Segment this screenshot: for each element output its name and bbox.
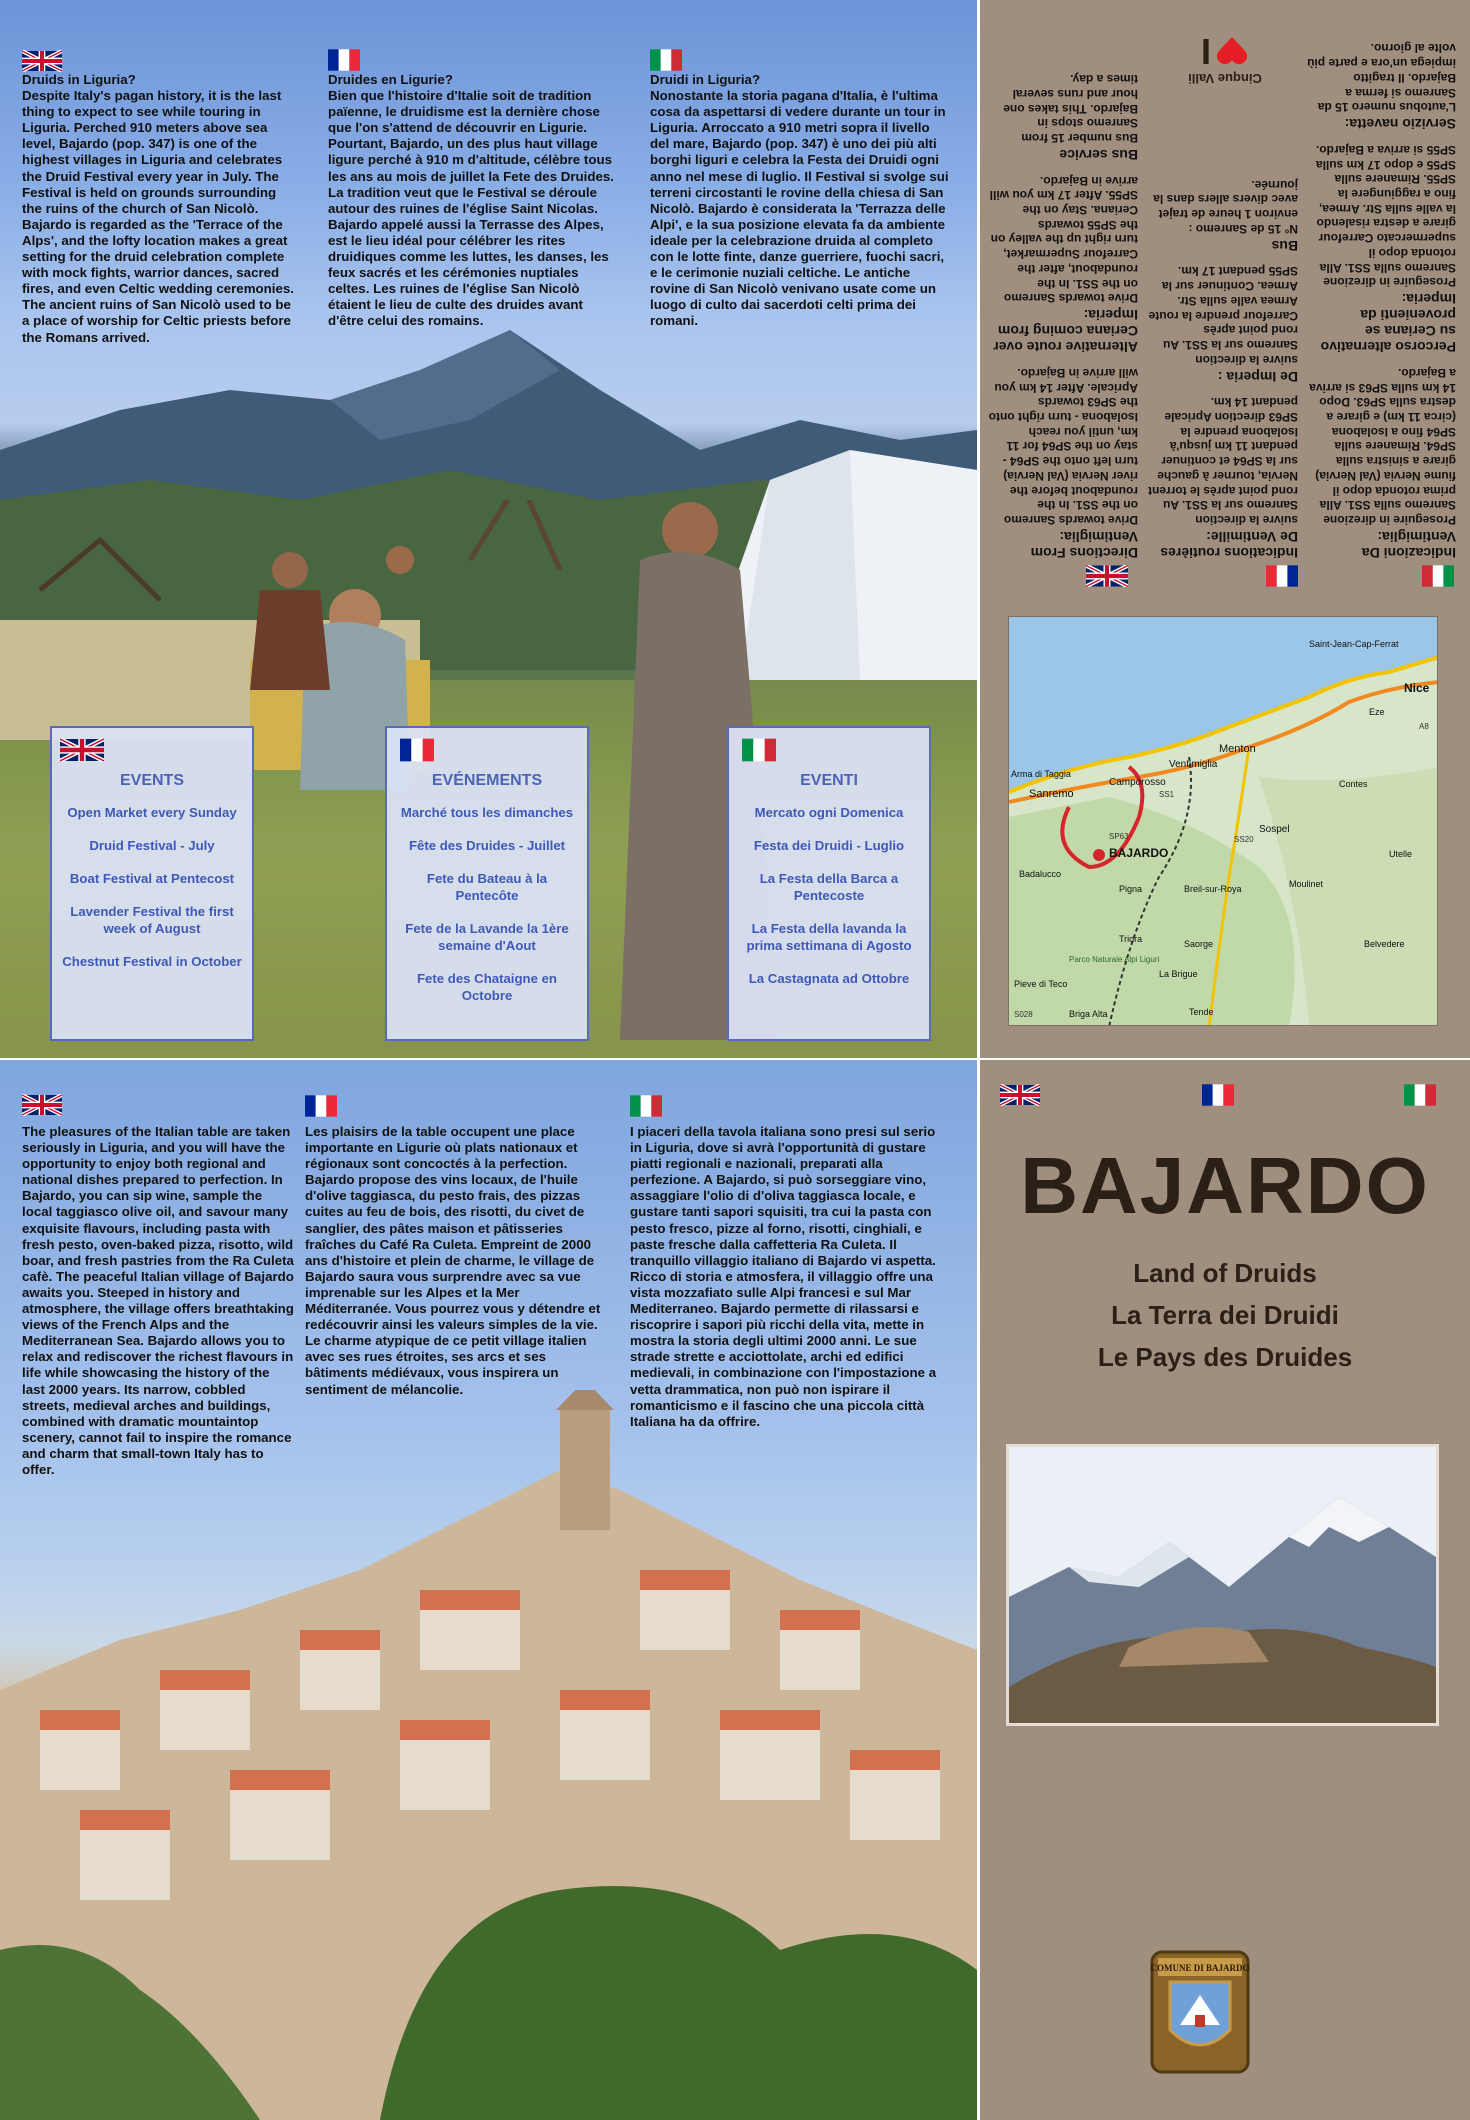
events-title-fr: EVÉNEMENTS	[431, 772, 543, 789]
map-label: Nice	[1404, 681, 1430, 695]
it-flag-icon	[630, 1094, 662, 1118]
fr-flag-icon	[328, 48, 360, 72]
map-label: Menton	[1219, 743, 1256, 755]
uk-flag-icon	[1086, 565, 1128, 587]
directions-heading-it: Indicazioni Da Ventimiglia:	[1361, 529, 1456, 561]
brochure-title: BAJARDO	[1020, 1141, 1430, 1230]
event-item: Druid Festival - July	[89, 838, 215, 853]
uk-flag-icon	[1000, 1084, 1040, 1106]
event-item: La Festa della Barca a Pentecoste	[759, 871, 899, 903]
heart-icon	[1215, 36, 1249, 66]
directions-heading-fr: Indications routières De Ventimille:	[1160, 529, 1298, 561]
directions-heading2-it: Percorso alternativo su Ceriana se provenienti da Imperia:	[1320, 291, 1456, 356]
intro-text-it	[650, 72, 950, 330]
map-label: Triora	[1119, 934, 1143, 944]
fr-flag-icon	[305, 1094, 337, 1118]
directions-body3-en: Bus number 15 from Sanremo stops in Bajardo. This takes one hour and runs several times a day.	[1003, 72, 1138, 145]
events-box-fr	[385, 726, 589, 1041]
mountain-photo	[1009, 1447, 1436, 1723]
events-title-it: EVENTI	[800, 772, 858, 789]
event-item: Boat Festival at Pentecost	[69, 871, 235, 886]
intro-body-it: Nonostante la storia pagana d'Italia, è l'ultima cosa da aspettarsi di vedere durante un tour in Liguria. Arroccato a 910 metri sopra il livello del mare, Bajardo (pop. 347) è uno dei più alti borghi liguri e celebra la Festa dei Druidi ogni anno nel mese di luglio. Il Festival si svolge sui terreni circostanti le rovine della chiesa di San Nicolò. Bajardo è considerata la 'Terrazza delle Alpi', e la sua posizione elevata fa da ambiente ideale per la celebrazione druida al completo con le lotte finte, danze guerriere, fuochi sacri, e le cerimonie nuziali celtiche. Le antiche rovine di San Nicolò venivano usate come un luogo di culto dai sacerdoti celti prima dei romani.	[650, 88, 949, 329]
map-label: La Brigue	[1159, 969, 1198, 979]
comune-crest	[1150, 1950, 1250, 2074]
food-text-it: I piaceri della tavola italiana sono presi sul serio in Liguria, dove si avrà l'opportunità di gustare piatti regionali e nazionali, preparati alla perfezione. A Bajardo, si può sorseggiare vino, assaggiare l'olio di d'oliva taggiasca locale, e gustare tanti sapori squisiti, tra cui la pasta con pesto fresco, pizze al forno, risotti, cinghiali, e paste fresche dalla caffetteria Ra Culeta. Il tranquillo villaggio italiano di Bajardo vi aspetta. Ricco di storia e atmosfera, il villaggio offre una vista mozzafiato sulle Alpi francesi e sul Mar Mediterraneo. Bajardo permette di rilassarsi e riscoprire i sapori più ricchi della vita, mette in mostra la storia degli ultimi 2000 anni. Le sue strade strette e acciottolate, archi ed edifici medievali, in combinazione con l'impostazione a vetta drammatica, non può non ispirare il romanticismo e il fascino che una piccola città Italiana ha da offrire.	[630, 1124, 937, 1429]
directions-body2-it: Proseguire in direzione Sanremo sulla SS1. Alla rotonda dopo il supermercato Carrefour girare a destra risalendo la valle sulla Str. Armea, fino a raggiungere la SP55. Rimanere sulla SP55 e dopo 17 km sulla SP55 si arriva a Bajardo.	[1315, 142, 1456, 290]
map-label: Utelle	[1389, 849, 1413, 859]
map-label: Camporosso	[1109, 777, 1166, 788]
directions-rotated	[980, 0, 1470, 605]
map-label: Arma di Taggia	[1011, 769, 1071, 779]
subtitle-en: Land of Druids	[1133, 1258, 1317, 1288]
map-label: Tende	[1189, 1007, 1214, 1017]
map-label: Eze	[1369, 707, 1385, 717]
map-label: Moulinet	[1289, 879, 1324, 889]
directions-heading2-en: Alternative route over Ceriana coming from Imperia:	[993, 307, 1138, 356]
map-drawing	[1009, 617, 1438, 1026]
directions-body2-en: Drive towards Sanremo on the SS1. In the roundabout, after the Carrefour Supermarket, turn right up the valley on the SP55 towards Ceriana. Stay on the SP55. After 17 km you will arrive in Bajardo.	[989, 173, 1138, 306]
map-label: Briga Alta	[1069, 1009, 1108, 1019]
map-label: Parco Naturale Alpi Liguri	[1069, 955, 1160, 964]
directions-heading3-en: Bus service	[1059, 146, 1138, 163]
it-flag-icon	[737, 738, 781, 762]
event-item: Lavender Festival the first week of August	[70, 904, 234, 936]
directions-body3-it: L'autobus numero 15 da Sanremo si ferma a Bajardo. Il tragitto impiega un'ora e parte più volte al giorno.	[1307, 41, 1456, 115]
event-item: Marché tous les dimanches	[400, 805, 574, 820]
directions-col-en	[988, 71, 1138, 561]
intro-body-fr: Bien que l'histoire d'Italie soit de tradition païenne, le druidisme est la dernière chose que l'on s'attend de découvrir en Ligurie. Pourtant, Bajardo, un des plus haut village ligure perché à 910 m d'altitude, célèbre tous les ans au mois de juillet la Fete des Druides. La tradition veut que le Festival se déroule autour des ruines de l'église Saint Nicolas. Bajardo appelé aussi la Terrasse des Alpes, est le lieu idéal pour célébrer les rites druidiques comme les luttes, les danses, les feux sacrés et les cérémonies nuptiales celtes. Les ruines de l'église San Nicolò étaient le lieu de culte des druides avant d'être celui des romains.	[328, 88, 614, 329]
map-label: Saint-Jean-Cap-Ferrat	[1309, 639, 1399, 649]
directions-heading3-it: Servizio navetta:	[1344, 116, 1456, 133]
events-box-it	[727, 726, 931, 1041]
map-label: Ventimiglia	[1169, 759, 1218, 770]
intro-text-en	[22, 72, 298, 346]
road-label: SS1	[1159, 790, 1175, 799]
directions-body2-fr: suivre la direction Sanremo sur la SS1. Au rond point après Carrefour prendre la route Armea valle sulla Str. Armea. Continuer sur la SP55 pendant 17 km.	[1148, 264, 1298, 367]
logo-letter: I	[1201, 31, 1212, 72]
directions-body3-fr: N° 15 de Sanremo : environ 1 heure de trajet avec divers allers dans la journée.	[1153, 177, 1298, 236]
map-label: Breil-sur-Roya	[1184, 884, 1242, 894]
fr-flag-icon	[395, 738, 439, 762]
map-label: Pieve di Teco	[1014, 979, 1068, 989]
directions-heading2-fr: De Imperia :	[1217, 368, 1298, 385]
directions-col-it	[1306, 41, 1456, 561]
road-label: SP63	[1109, 832, 1129, 841]
it-flag-icon	[1422, 565, 1454, 587]
crest-text: COMUNE DI BAJARDO	[1150, 1963, 1250, 1973]
event-item: La Castagnata ad Ottobre	[748, 971, 910, 986]
intro-heading-fr: Druides en Ligurie?	[328, 72, 453, 87]
map-label-bajardo: BAJARDO	[1109, 846, 1169, 860]
directions-body-it: Proseguire in direzione Sanremo sulla SS1. Alla prima rotonda dopo il fiume Nervia (Val Nervia) girare a sinistra sulla SP64. Rimanere sulla SP64 fino a Isolabona (circa 11 km) e girare a destra sulla SP63. Dopo 14 km sulla SP63 si arriva a Bajardo.	[1309, 365, 1456, 527]
food-text-fr: Les plaisirs de la table occupent une place importante en Ligurie où plats nationaux et régionaux sont concoctés à la perfection. Bajardo propose des vins locaux, de l'huile d'olive taggiasca, du pesto frais, des pizzas cuites au feu de bois, des risotti, du civet de sanglier, des pâtes maison et pâtisseries fraîches du Café Ra Culeta. Empreint de 2000 ans d'histoire et plein de charme, le village de Bajardo saura vous surprendre avec sa vue imprenable sur les Alpes et la Mer Méditerranée. Vous pourrez vous y détendre et redécouvrir ainsi les valeurs simples de la vie. Le charme atypique de ce petit village italien avec ses rues étroites, ses arcs et ses bâtiments médiévaux, vous inspirera un sentiment de mélancolie.	[305, 1124, 601, 1397]
directions-heading-en: Directions From Ventimiglia:	[1030, 529, 1138, 561]
crest-icon	[1150, 1950, 1250, 2074]
events-title-en: EVENTS	[119, 772, 184, 789]
uk-flag-icon	[22, 1094, 62, 1116]
intro-text-fr	[328, 72, 618, 330]
intro-body-en: Despite Italy's pagan history, it is the last thing to expect to see while touring in Liguria. Perched 910 meters above sea level, Bajardo (pop. 347) is one of the highest villages in Liguria and celebrates the Druid Festival every year in July. The Festival is held on grounds surrounding the ruins of the church of San Nicolò. Bajardo is regarded as the 'Terrace of the Alps', and the lofty location makes a great setting for the druid celebration complete with mock fights, warrior dances, sacred fires, and even Celtic wedding ceremonies. The ancient ruins of San Nicolò used to be a place of worship for Celtic priests before the Romans arrived.	[22, 88, 294, 345]
event-item: Fete du Bateau à la Pentecôte	[426, 871, 548, 903]
map-label: Belvedere	[1364, 939, 1405, 949]
road-label: A8	[1419, 722, 1429, 731]
druid-festival-panel	[0, 0, 977, 1058]
map-label: Contes	[1339, 779, 1368, 789]
map-label: Saorge	[1184, 939, 1214, 949]
uk-flag-icon	[60, 738, 104, 762]
logo-text: Cinque Valli	[1188, 71, 1262, 86]
intro-heading-it: Druidi in Liguria?	[650, 72, 761, 87]
event-item: Chestnut Festival in October	[62, 954, 242, 969]
event-item: Fete des Chataigne en Octobre	[417, 971, 557, 1003]
village-photo	[0, 1390, 977, 2120]
uk-flag-icon	[22, 50, 62, 72]
map-label: Badalucco	[1019, 869, 1062, 879]
event-item: Festa dei Druidi - Luglio	[753, 838, 905, 853]
subtitle-it: La Terra dei Druidi	[1111, 1300, 1339, 1330]
area-map	[1008, 616, 1438, 1026]
food-text-en: The pleasures of the Italian table are taken seriously in Liguria, and you will have the opportunity to enjoy both regional and national dishes prepared to perfection. In Bajardo, you can sip wine, sample the local taggiasco olive oil, and savour many exquisite flavours, including pasta with fresh pesto, oven-baked pizza, risotto, wild boar, and fresh pastries from the Ra Culeta cafè. The peaceful Italian village of Bajardo awaits you. Steeped in history and atmosphere, the village offers breathtaking views of the French Alps and the Mediterranean Sea. Bajardo allows you to relax and rediscover the richest flavours in life while showcasing the history of the last 2000 years. Its narrow, cobbled streets, medieval arches and buildings, combined with dramatic mountaintop scenery, cannot fail to inspire the romance and charm that small-town Italy has to offer.	[22, 1124, 294, 1477]
event-item: Mercato ogni Domenica	[754, 805, 904, 820]
map-label: Pigna	[1119, 884, 1143, 894]
cover-photo	[1006, 1444, 1439, 1726]
event-item: Fête des Druides - Juillet	[408, 838, 566, 853]
cinque-valli-logo	[1180, 5, 1270, 85]
directions-body-fr: suivre la direction Sanremo sur la SS1. Au rond point après le torrent Nervia, tourner à gauche sur la SP64 et continuer pendant 11 km jusqu'à Isolabona prendre la SP63 direction Apricale pendant 14 km.	[1147, 395, 1298, 527]
events-box-en	[50, 726, 254, 1041]
road-label: S028	[1014, 1010, 1033, 1019]
it-flag-icon	[650, 48, 682, 72]
event-item: Open Market every Sunday	[67, 805, 237, 820]
directions-body-en: Drive towards Sanremo on the SS1. In the roundabout before the river Nervia (Val Nervia) turn left onto the SP64 - stay on the SP64 for 11 km, until you reach Isolabona - turn right onto the SP63 towards Apricale. After 14 km you will arrive in Bajardo.	[988, 365, 1138, 527]
directions-col-fr	[1148, 177, 1298, 561]
map-label: Sanremo	[1029, 788, 1074, 800]
fr-flag-icon	[1266, 565, 1298, 587]
it-flag-icon	[1404, 1084, 1436, 1106]
event-item: La Festa della lavanda la prima settimana di Agosto	[746, 921, 912, 953]
road-label: SS20	[1234, 835, 1254, 844]
map-label: Sospel	[1259, 824, 1290, 835]
village-panel	[0, 1060, 977, 2120]
event-item: Fete de la Lavande la 1ère semaine d'Aout	[405, 921, 569, 953]
fr-flag-icon	[1202, 1084, 1234, 1106]
intro-heading-en: Druids in Liguria?	[22, 72, 136, 87]
directions-heading3-fr: Bus	[1271, 237, 1298, 254]
subtitle-fr: Le Pays des Druides	[1097, 1342, 1353, 1372]
